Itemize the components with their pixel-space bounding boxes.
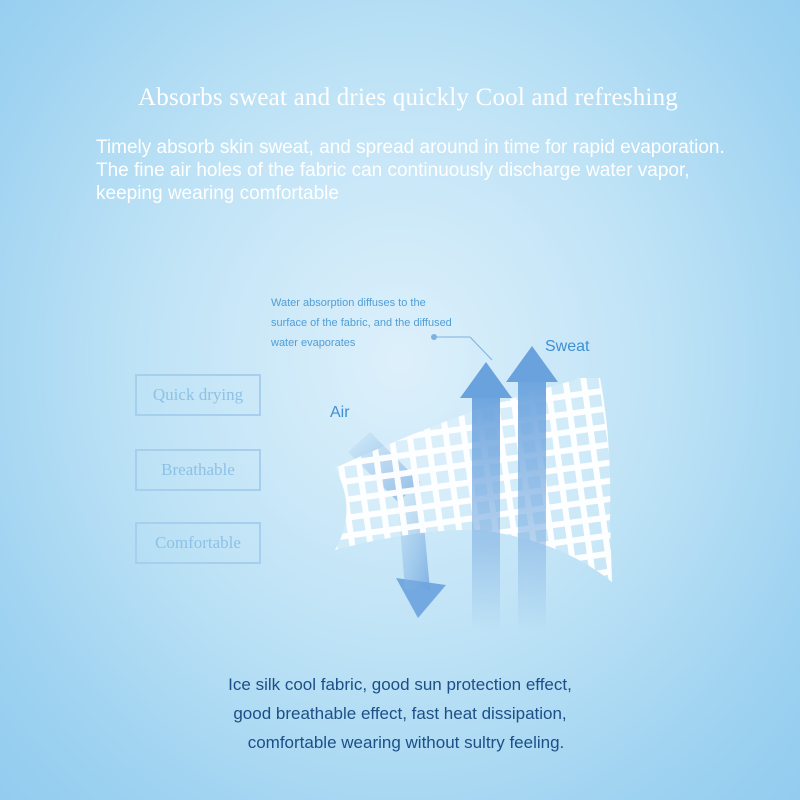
- headline: Absorbs sweat and dries quickly Cool and refreshing: [138, 84, 678, 111]
- feature-comfortable: Comfortable: [135, 522, 261, 564]
- feature-quick-drying: Quick drying: [135, 374, 261, 416]
- annotation-text: [271, 293, 501, 353]
- annotation-line: Water absorption diffuses to the: [271, 297, 426, 309]
- description-line: Timely absorb skin sweat, and spread around in time for rapid evaporation.: [96, 137, 725, 158]
- feature-breathable: Breathable: [135, 449, 261, 491]
- description-line: keeping wearing comfortable: [96, 183, 339, 204]
- air-label: Air: [330, 404, 350, 421]
- bottom-line: Ice silk cool fabric, good sun protection effect,: [228, 675, 572, 694]
- annotation-line: water evaporates: [271, 337, 356, 349]
- sweat-label: Sweat: [545, 338, 590, 355]
- bottom-line: comfortable wearing without sultry feeling.: [247, 733, 565, 752]
- description-line: The fine air holes of the fabric can continuously discharge water vapor,: [96, 160, 690, 181]
- annotation-line: surface of the fabric, and the diffused: [271, 317, 452, 329]
- bottom-text: [0, 670, 800, 757]
- bottom-line: good breathable effect, fast heat dissipation,: [233, 704, 567, 723]
